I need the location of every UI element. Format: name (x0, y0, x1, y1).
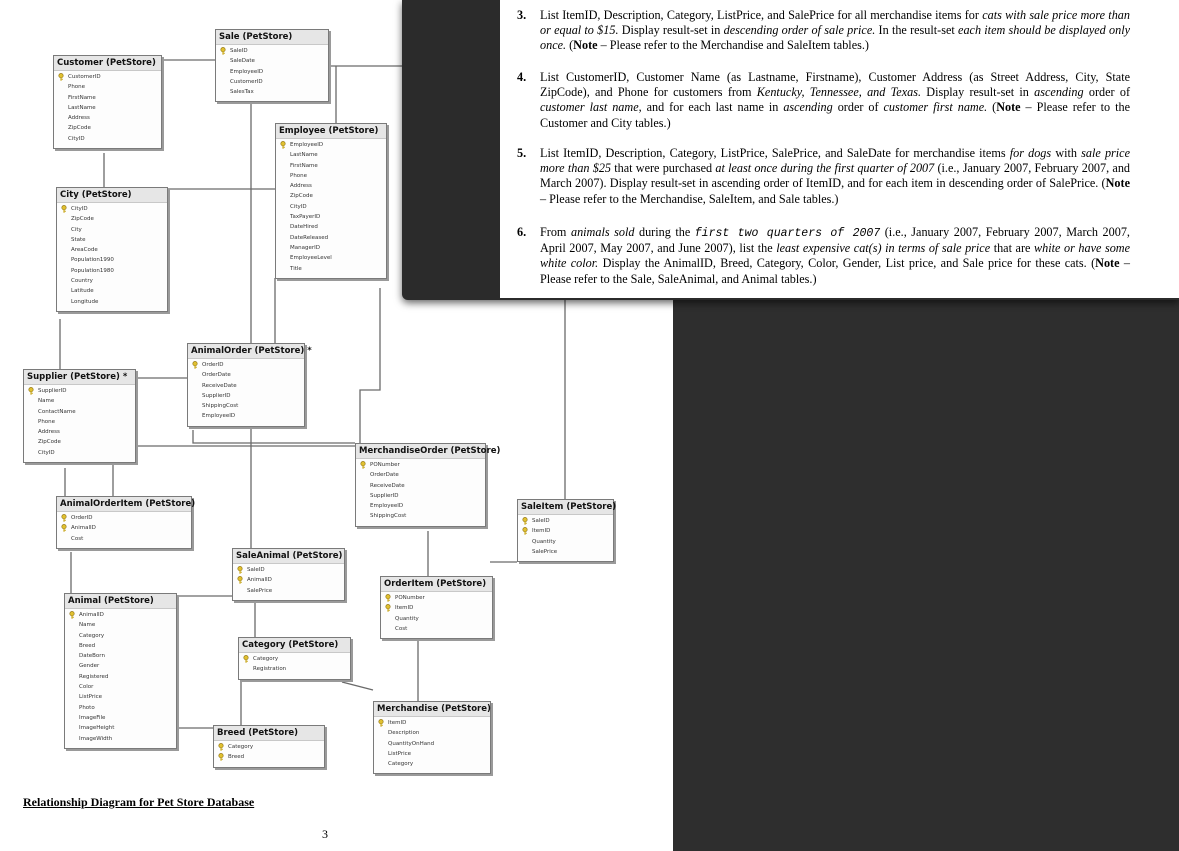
field-row (65, 631, 176, 641)
question-text: least expensive cat(s) in terms of sale price (776, 241, 991, 256)
field-row (276, 191, 386, 201)
field-row (57, 297, 167, 307)
field-name: Title (290, 265, 302, 272)
question-text: cats with sale price more than or equal to $15. (540, 8, 1130, 38)
question-text: From (540, 225, 571, 239)
field-row (54, 82, 161, 92)
field-name: ImageHeight (79, 725, 115, 732)
diagram-caption: Relationship Diagram for Pet Store Database (23, 795, 255, 809)
key-icon (377, 719, 385, 727)
field-name: Phone (290, 172, 308, 179)
field-row (57, 523, 191, 533)
field-name: EmployeeID (202, 413, 236, 420)
key-icon (521, 517, 529, 525)
field-row (374, 759, 490, 769)
field-name: SupplierID (38, 388, 67, 394)
field-row (216, 67, 328, 77)
table-title: SaleAnimal (PetStore) (233, 549, 344, 564)
question-text: during the (634, 225, 695, 239)
field-row (65, 682, 176, 692)
field-name: Cost (395, 625, 408, 632)
field-name: SalePrice (247, 587, 273, 594)
field-row (65, 734, 176, 744)
field-name: ListPrice (388, 750, 412, 757)
field-name: Phone (68, 84, 86, 91)
field-row (57, 534, 191, 544)
field-name: Color (79, 684, 94, 691)
question-text: first two quarters of 2007 (694, 227, 881, 240)
field-row (381, 614, 492, 624)
field-name: SalePrice (532, 548, 558, 555)
field-name: OrderID (202, 362, 224, 368)
field-row (276, 253, 386, 263)
question-number: 6. (517, 225, 527, 239)
field-row (233, 586, 344, 596)
field-row (381, 593, 492, 603)
field-name: SupplierID (202, 392, 231, 399)
field-row (65, 641, 176, 651)
field-row (381, 603, 492, 613)
question-text: (i.e., January 2007, February 2007, March 2007, April 2007, May 2007, and June 2007), list the (540, 225, 1130, 256)
field-row (65, 610, 176, 620)
key-icon (191, 361, 199, 369)
table-title: Merchandise (PetStore) (374, 702, 490, 717)
field-row (276, 212, 386, 222)
table-saleitem[interactable] (517, 499, 617, 562)
field-row (57, 266, 167, 276)
table-title: MerchandiseOrder (PetStore) (356, 444, 485, 459)
field-row (518, 537, 613, 547)
field-row (216, 56, 328, 66)
field-row (356, 501, 485, 511)
field-row (239, 664, 350, 674)
field-name: City (71, 226, 82, 233)
question-text: – Please refer to the Merchandise, SaleItem, and Sale tables.) (540, 191, 839, 206)
question-text: ( (566, 38, 574, 53)
field-row (374, 739, 490, 749)
question-text: white or have some white color. (540, 241, 1131, 271)
key-icon (60, 514, 68, 522)
question-text: – Please refer to the Customer and City tables.) (540, 100, 1130, 130)
field-name: EmployeeID (230, 68, 264, 75)
field-name: DateBorn (79, 653, 105, 660)
field-name: Description (388, 730, 420, 737)
question-item (517, 70, 1131, 131)
field-row (54, 93, 161, 103)
field-name: OrderID (71, 515, 93, 521)
field-name: ReceiveDate (202, 382, 237, 389)
field-row (65, 692, 176, 702)
question-text: order of (832, 100, 884, 115)
field-name: EmployeeID (290, 142, 324, 148)
key-icon (236, 566, 244, 574)
key-icon (279, 141, 287, 149)
table-title: City (PetStore) (57, 188, 167, 203)
key-icon (521, 527, 529, 535)
table-animalorder[interactable] (187, 343, 312, 427)
question-text: for dogs (1009, 146, 1052, 160)
field-name: QuantityOnHand (388, 740, 435, 747)
question-text: – Please refer to the Sale, SaleAnimal, and Animal tables.) (540, 256, 1130, 286)
field-name: CityID (38, 449, 55, 456)
field-row (65, 723, 176, 733)
field-row (57, 235, 167, 245)
field-name: FirstName (68, 94, 96, 101)
question-text: that are (990, 241, 1034, 256)
field-name: AnimalID (79, 612, 104, 618)
question-text: List ItemID, Description, Category, ListPrice, SalePrice, and SaleDate for merchandise items (540, 146, 1010, 160)
table-merchorder[interactable] (355, 443, 501, 527)
field-name: PONumber (395, 595, 425, 601)
field-name: AreaCode (71, 247, 98, 254)
question-text: List ItemID, Description, Category, ListPrice, and SalePrice for all merchandise items for (540, 8, 983, 22)
field-name: ImageWidth (79, 735, 113, 742)
question-text: with (1051, 146, 1082, 160)
field-row (276, 171, 386, 181)
field-name: Quantity (532, 538, 556, 545)
field-name: Cost (71, 535, 84, 542)
field-name: ManagerID (290, 244, 320, 251)
table-title: Customer (PetStore) (54, 56, 161, 71)
key-icon (384, 604, 392, 612)
table-title: Employee (PetStore) (276, 124, 386, 139)
field-row (188, 370, 304, 380)
field-name: ZipCode (68, 125, 91, 132)
field-name: ZipCode (38, 439, 61, 446)
field-name: ShippingCost (370, 513, 407, 520)
question-item (517, 8, 1130, 54)
field-row (374, 749, 490, 759)
key-icon (60, 205, 68, 213)
question-text: order of (1083, 85, 1131, 100)
field-name: Category (79, 632, 105, 639)
question-text: Display the AnimalID, Breed, Category, Color, Gender, List price, and Sale price for these cats. ( (598, 256, 1096, 271)
field-name: Breed (228, 754, 245, 761)
table-saleanimal[interactable] (232, 548, 345, 601)
field-row (188, 381, 304, 391)
field-name: Population1990 (71, 257, 114, 264)
field-row (24, 448, 135, 458)
field-row (276, 222, 386, 232)
field-row (239, 654, 350, 664)
table-sale[interactable] (215, 29, 329, 102)
field-row (57, 513, 191, 523)
question-text: In the result-set (875, 23, 959, 38)
question-window[interactable] (402, 0, 1179, 300)
question-item (517, 225, 1131, 287)
question-text: each item should be displayed only once. (540, 23, 1130, 53)
field-row (381, 624, 492, 634)
field-name: PONumber (370, 462, 400, 468)
field-name: EmployeeLevel (290, 255, 332, 262)
table-title: Sale (PetStore) (216, 30, 328, 45)
table-city[interactable] (56, 187, 168, 312)
field-name: ListPrice (79, 694, 103, 701)
field-row (216, 87, 328, 97)
field-row (356, 470, 485, 480)
table-title: AnimalOrder (PetStore) * (188, 344, 304, 359)
field-row (276, 264, 386, 274)
field-name: ItemID (395, 605, 414, 612)
question-text: , and for each last name in (638, 100, 784, 115)
field-row (374, 728, 490, 738)
field-row (356, 460, 485, 470)
question-text: that were purchased (611, 161, 716, 176)
question-text: descending order of sale price. (723, 23, 876, 38)
field-name: Breed (79, 642, 96, 649)
question-text: ascending (783, 100, 833, 115)
field-name: ContactName (38, 408, 76, 415)
field-name: SaleID (247, 567, 265, 573)
question-text: customer last name (540, 100, 639, 115)
field-name: Latitude (71, 288, 94, 295)
field-name: Registration (253, 666, 287, 673)
table-title: OrderItem (PetStore) (381, 577, 492, 592)
field-row (276, 181, 386, 191)
question-text: Note (573, 38, 598, 53)
key-icon (57, 73, 65, 81)
field-name: Longitude (71, 298, 99, 305)
question-text: at least once during the first quarter of 2007 (715, 161, 935, 176)
question-text: Note (1095, 256, 1120, 271)
field-row (24, 417, 135, 427)
field-row (57, 276, 167, 286)
field-name: Category (253, 656, 279, 662)
field-name: Category (228, 744, 254, 750)
field-row (54, 103, 161, 113)
field-row (276, 202, 386, 212)
field-name: OrderDate (202, 372, 231, 379)
field-name: DateReleased (290, 234, 329, 241)
question-text: (i.e., January 2007, February 2007, and March 2007). Display result-set in ascending order of ItemID, and for each item in descending order of SalePrice. ( (540, 161, 1131, 191)
field-name: Gender (79, 663, 100, 670)
field-name: Address (290, 183, 312, 190)
field-row (356, 511, 485, 521)
field-row (216, 46, 328, 56)
field-row (65, 651, 176, 661)
key-icon (359, 461, 367, 469)
field-name: ReceiveDate (370, 482, 405, 489)
field-row (24, 437, 135, 447)
question-number: 4. (517, 70, 527, 84)
field-name: AnimalID (71, 525, 96, 532)
field-name: ZipCode (290, 193, 313, 200)
field-name: SaleID (230, 48, 248, 54)
field-name: OrderDate (370, 472, 399, 479)
question-text: Kentucky, Tennessee, and Texas. (756, 85, 921, 100)
question-number: 5. (517, 146, 527, 160)
field-name: SalesTax (230, 89, 254, 96)
field-name: LastName (290, 152, 318, 159)
field-row (276, 150, 386, 160)
key-icon (236, 576, 244, 584)
field-row (65, 672, 176, 682)
field-row (24, 427, 135, 437)
field-name: Name (38, 398, 55, 405)
key-icon (217, 743, 225, 751)
question-number: 3. (517, 8, 527, 22)
field-row (356, 491, 485, 501)
field-row (276, 243, 386, 253)
field-row (24, 386, 135, 396)
field-row (188, 360, 304, 370)
field-row (57, 214, 167, 224)
question-text: Display result-set in (618, 23, 724, 38)
question-text: sale price more than $25 (540, 146, 1130, 176)
field-row (57, 286, 167, 296)
field-row (54, 134, 161, 144)
field-row (188, 411, 304, 421)
table-merchandise[interactable] (373, 701, 491, 774)
field-row (65, 713, 176, 723)
field-row (276, 161, 386, 171)
field-name: State (71, 236, 86, 243)
field-name: CityID (71, 206, 88, 212)
field-name: Population1980 (71, 267, 114, 274)
field-name: ImageFile (79, 714, 106, 721)
field-name: SaleDate (230, 58, 255, 65)
field-row (214, 742, 324, 752)
key-icon (68, 611, 76, 619)
field-row (57, 245, 167, 255)
page-number: 3 (322, 827, 328, 841)
question-text: ascending (1034, 85, 1084, 100)
key-icon (384, 594, 392, 602)
question-panel (500, 0, 1179, 298)
field-row (356, 481, 485, 491)
field-row (65, 620, 176, 630)
field-name: DateHired (290, 224, 318, 231)
table-supplier[interactable] (23, 369, 136, 463)
table-title: AnimalOrderItem (PetStore) (57, 497, 191, 512)
field-name: Address (38, 429, 60, 436)
field-row (214, 752, 324, 762)
field-row (188, 401, 304, 411)
field-row (57, 255, 167, 265)
key-icon (60, 524, 68, 532)
table-title: Breed (PetStore) (214, 726, 324, 741)
question-text: customer first name. (883, 100, 988, 115)
question-text: List CustomerID, Customer Name (as Lastname, Firstname), Customer Address (as Street Address, City, State ZipCode), and Phone for customers from (540, 70, 1130, 100)
field-row (518, 547, 613, 557)
field-name: Quantity (395, 615, 419, 622)
question-text: animals sold (570, 225, 635, 239)
table-title: SaleItem (PetStore) (518, 500, 613, 515)
field-name: ItemID (388, 720, 407, 726)
field-row (54, 123, 161, 133)
table-animalorderitem[interactable] (56, 496, 196, 549)
field-name: Photo (79, 704, 95, 711)
table-orderitem[interactable] (380, 576, 493, 639)
question-text: Note (996, 100, 1021, 115)
field-name: ItemID (532, 528, 551, 535)
field-name: Category (388, 761, 414, 768)
field-row (65, 703, 176, 713)
field-row (276, 140, 386, 150)
field-row (188, 391, 304, 401)
table-category[interactable] (238, 637, 351, 680)
field-name: Country (71, 278, 93, 285)
key-icon (217, 753, 225, 761)
question-text: Display result-set in (921, 85, 1035, 100)
field-name: SupplierID (370, 492, 399, 499)
field-name: Name (79, 622, 96, 629)
table-employee[interactable] (275, 123, 387, 279)
key-icon (27, 387, 35, 395)
field-row (65, 661, 176, 671)
field-row (57, 204, 167, 214)
table-animal[interactable] (64, 593, 177, 749)
field-row (54, 72, 161, 82)
field-name: CityID (290, 203, 307, 210)
question-text: – Please refer to the Merchandise and SaleItem tables.) (597, 38, 869, 53)
field-row (374, 718, 490, 728)
field-name: LastName (68, 104, 96, 111)
field-row (216, 77, 328, 87)
field-row (233, 565, 344, 575)
table-title: Animal (PetStore) (65, 594, 176, 609)
key-icon (242, 655, 250, 663)
field-name: TaxPayerID (290, 214, 321, 221)
key-icon (219, 47, 227, 55)
field-row (57, 225, 167, 235)
field-name: ShippingCost (202, 403, 239, 410)
question-text: ( (987, 100, 997, 115)
field-name: SaleID (532, 518, 550, 524)
field-row (233, 575, 344, 585)
table-title: Category (PetStore) (239, 638, 350, 653)
field-name: EmployeeID (370, 503, 404, 510)
field-row (276, 233, 386, 243)
field-row (518, 526, 613, 536)
field-name: CustomerID (68, 74, 101, 80)
field-name: Address (68, 115, 90, 122)
table-title: Supplier (PetStore) * (24, 370, 135, 385)
field-name: AnimalID (247, 577, 272, 584)
field-row (24, 396, 135, 406)
field-row (24, 407, 135, 417)
table-customer[interactable] (53, 55, 162, 149)
field-row (518, 516, 613, 526)
table-breed[interactable] (213, 725, 325, 768)
field-name: Phone (38, 418, 56, 425)
field-name: FirstName (290, 162, 318, 169)
question-item (517, 146, 1131, 207)
field-name: CityID (68, 135, 85, 142)
field-name: Registered (79, 673, 109, 680)
question-text: Note (1105, 176, 1130, 191)
field-name: CustomerID (230, 78, 263, 85)
field-row (54, 113, 161, 123)
field-name: ZipCode (71, 216, 94, 223)
